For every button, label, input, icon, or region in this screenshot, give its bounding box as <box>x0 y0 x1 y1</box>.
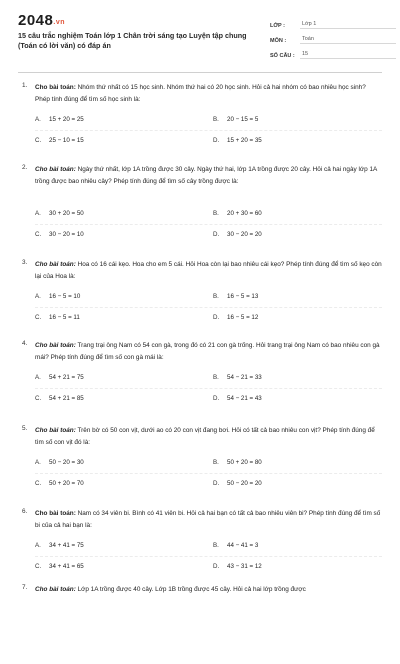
question-number: 7. <box>22 584 28 591</box>
option-c[interactable] <box>35 563 84 570</box>
question-1 <box>18 82 382 162</box>
option-text: 43 − 31 = 12 <box>227 563 262 570</box>
header-divider <box>18 72 382 73</box>
option-letter: D. <box>213 395 220 402</box>
option-text: 54 + 21 = 85 <box>49 395 84 402</box>
option-divider <box>35 224 382 225</box>
option-divider <box>35 388 382 389</box>
option-c[interactable] <box>35 137 84 144</box>
question-tag: Cho bài toán: <box>35 261 76 268</box>
option-d[interactable] <box>213 231 262 238</box>
question-number: 3. <box>22 259 28 266</box>
meta-label: LỚP : <box>270 23 285 29</box>
option-text: 50 − 20 = 30 <box>49 459 84 466</box>
option-c[interactable] <box>35 395 84 402</box>
meta-row-count <box>270 46 396 59</box>
option-letter: D. <box>213 314 220 321</box>
option-b[interactable] <box>213 459 262 466</box>
question-4 <box>18 340 382 420</box>
option-letter: C. <box>35 480 42 487</box>
option-text: 16 − 5 = 11 <box>49 314 80 321</box>
option-letter: D. <box>213 230 220 238</box>
question-tag: Cho bài toán: <box>35 586 76 593</box>
question-body: Lớp 1A trồng được 40 cây. Lớp 1B trồng được 45 cây. Hỏi cả hai lớp trồng được <box>77 586 306 593</box>
option-d[interactable] <box>213 480 262 487</box>
option-letter: B. <box>213 293 219 300</box>
logo-text: 2048 <box>18 12 54 29</box>
option-text: 30 − 20 = 20 <box>227 230 262 238</box>
option-b[interactable] <box>213 210 262 217</box>
option-text: 50 + 20 = 80 <box>227 459 262 466</box>
meta-label: SỐ CÂU : <box>270 53 295 59</box>
header <box>18 12 382 64</box>
question-body: Nam có 34 viên bi. Bình có 41 viên bi. Hỏi cả hai bạn có tất cả bao nhiêu viên bi? Phép tính đúng để tìm số bi của cả hai bạn là: <box>35 510 381 529</box>
option-letter: C. <box>35 314 42 321</box>
question-text <box>35 340 382 363</box>
question-text <box>35 425 382 448</box>
option-divider <box>35 556 382 557</box>
option-letter: C. <box>35 563 42 570</box>
option-letter: C. <box>35 137 42 144</box>
option-text: 25 − 10 = 15 <box>49 137 84 144</box>
option-text: 15 + 20 = 35 <box>227 137 262 144</box>
option-letter: D. <box>213 480 220 487</box>
option-b[interactable] <box>213 542 258 549</box>
option-text: 54 − 21 = 33 <box>227 374 262 381</box>
option-letter: C. <box>35 230 42 238</box>
meta-row-class <box>270 16 396 29</box>
option-letter: B. <box>213 542 219 549</box>
meta-value: Toán <box>300 36 396 44</box>
question-text <box>35 584 382 596</box>
option-text: 16 − 5 = 13 <box>227 293 259 300</box>
option-b[interactable] <box>213 374 262 381</box>
option-text: 44 − 41 = 3 <box>227 542 259 549</box>
question-text <box>35 259 382 282</box>
option-text: 30 − 20 = 10 <box>49 230 84 238</box>
question-5 <box>18 425 382 505</box>
question-tag: Cho bài toán: <box>35 84 76 91</box>
question-number: 1. <box>22 82 28 89</box>
meta-row-subject <box>270 31 396 44</box>
option-a[interactable] <box>35 542 84 549</box>
option-text: 50 − 20 = 20 <box>227 480 262 487</box>
option-letter: B. <box>213 459 219 466</box>
question-body: Trên bờ có 50 con vịt, dưới ao có 20 con vịt đang bơi. Hỏi có tất cả bao nhiêu con vịt? Phép tính đúng để tìm số con vịt đó là: <box>35 427 375 446</box>
option-divider <box>35 473 382 474</box>
option-c[interactable] <box>35 231 84 238</box>
question-number: 2. <box>22 164 28 171</box>
option-letter: A. <box>35 374 41 381</box>
option-text: 54 − 21 = 43 <box>227 395 262 402</box>
option-b[interactable] <box>213 293 258 300</box>
option-letter: C. <box>35 395 42 402</box>
meta-value: 15 <box>300 51 396 59</box>
question-number: 4. <box>22 340 28 347</box>
question-tag: Cho bài toán: <box>35 427 76 434</box>
question-7 <box>18 584 382 664</box>
option-letter: D. <box>213 137 220 144</box>
question-tag: Cho bài toán: <box>35 342 76 349</box>
question-6 <box>18 508 382 588</box>
option-text: 30 + 20 = 50 <box>49 209 84 217</box>
option-letter: A. <box>35 542 41 549</box>
logo-suffix: .vn <box>53 19 65 26</box>
meta-box <box>270 16 396 61</box>
option-text: 34 + 41 = 75 <box>49 542 84 549</box>
option-text: 16 − 5 = 10 <box>49 293 81 300</box>
meta-value: Lớp 1 <box>300 21 396 29</box>
option-a[interactable] <box>35 210 84 217</box>
option-letter: A. <box>35 293 41 300</box>
question-body: Trang trại ông Nam có 54 con gà, trong đó có 21 con gà trống. Hỏi trang trại ông Nam có bao nhiêu con gà mái? Phép tính đúng để tìm số con gà mái là: <box>35 342 380 361</box>
option-a[interactable] <box>35 459 84 466</box>
option-a[interactable] <box>35 374 84 381</box>
question-number: 6. <box>22 508 28 515</box>
question-2 <box>18 164 382 244</box>
option-letter: A. <box>35 116 41 123</box>
option-divider <box>35 307 382 308</box>
option-text: 54 + 21 = 75 <box>49 374 84 381</box>
option-text: 50 + 20 = 70 <box>49 480 84 487</box>
question-body: Nhóm thứ nhất có 15 học sinh. Nhóm thứ hai có 20 học sinh. Hỏi cả hai nhóm có bao nhiêu học sinh? Phép tính đúng để tìm số học sinh là: <box>35 84 366 103</box>
question-tag: Cho bài toán: <box>35 510 76 517</box>
site-logo[interactable] <box>18 12 65 29</box>
option-letter: B. <box>213 116 219 123</box>
option-text: 16 − 5 = 12 <box>227 314 259 321</box>
option-d[interactable] <box>213 395 262 402</box>
option-letter: D. <box>213 563 220 570</box>
option-d[interactable] <box>213 314 258 321</box>
question-text <box>35 164 382 187</box>
question-tag: Cho bài toán: <box>35 166 76 173</box>
question-body: Hoa có 16 cái kẹo. Hoa cho em 5 cái. Hỏi Hoa còn lại bao nhiêu cái kẹo? Phép tính đúng để tìm số kẹo còn lại của Hoa là: <box>35 261 382 280</box>
option-text: 34 + 41 = 65 <box>49 563 84 570</box>
option-c[interactable] <box>35 480 84 487</box>
option-letter: B. <box>213 374 219 381</box>
question-text <box>35 508 382 531</box>
option-a[interactable] <box>35 293 80 300</box>
option-letter: A. <box>35 209 41 217</box>
option-divider <box>35 130 382 131</box>
option-a[interactable] <box>35 116 84 123</box>
meta-label: MÔN : <box>270 38 287 44</box>
option-letter: A. <box>35 459 41 466</box>
question-body: Ngày thứ nhất, lớp 1A trồng được 30 cây. Ngày thứ hai, lớp 1A trồng được 20 cây. Hỏi cả hai ngày lớp 1A trồng được bao nhiêu cây? Phép tính đúng để tìm số cây trồng được là: <box>35 166 377 185</box>
option-text: 20 + 30 = 60 <box>227 209 262 217</box>
question-3 <box>18 259 382 339</box>
option-c[interactable] <box>35 314 80 321</box>
question-number: 5. <box>22 425 28 432</box>
option-b[interactable] <box>213 116 258 123</box>
option-text: 15 + 20 = 25 <box>49 116 84 123</box>
question-text <box>35 82 382 105</box>
document-title: 15 câu trắc nghiệm Toán lớp 1 Chân trời sáng tạo Luyện tập chung (Toán có lời văn) có đáp án <box>18 31 247 50</box>
option-d[interactable] <box>213 137 262 144</box>
option-text: 20 − 15 = 5 <box>227 116 259 123</box>
option-d[interactable] <box>213 563 262 570</box>
option-letter: B. <box>213 209 219 217</box>
